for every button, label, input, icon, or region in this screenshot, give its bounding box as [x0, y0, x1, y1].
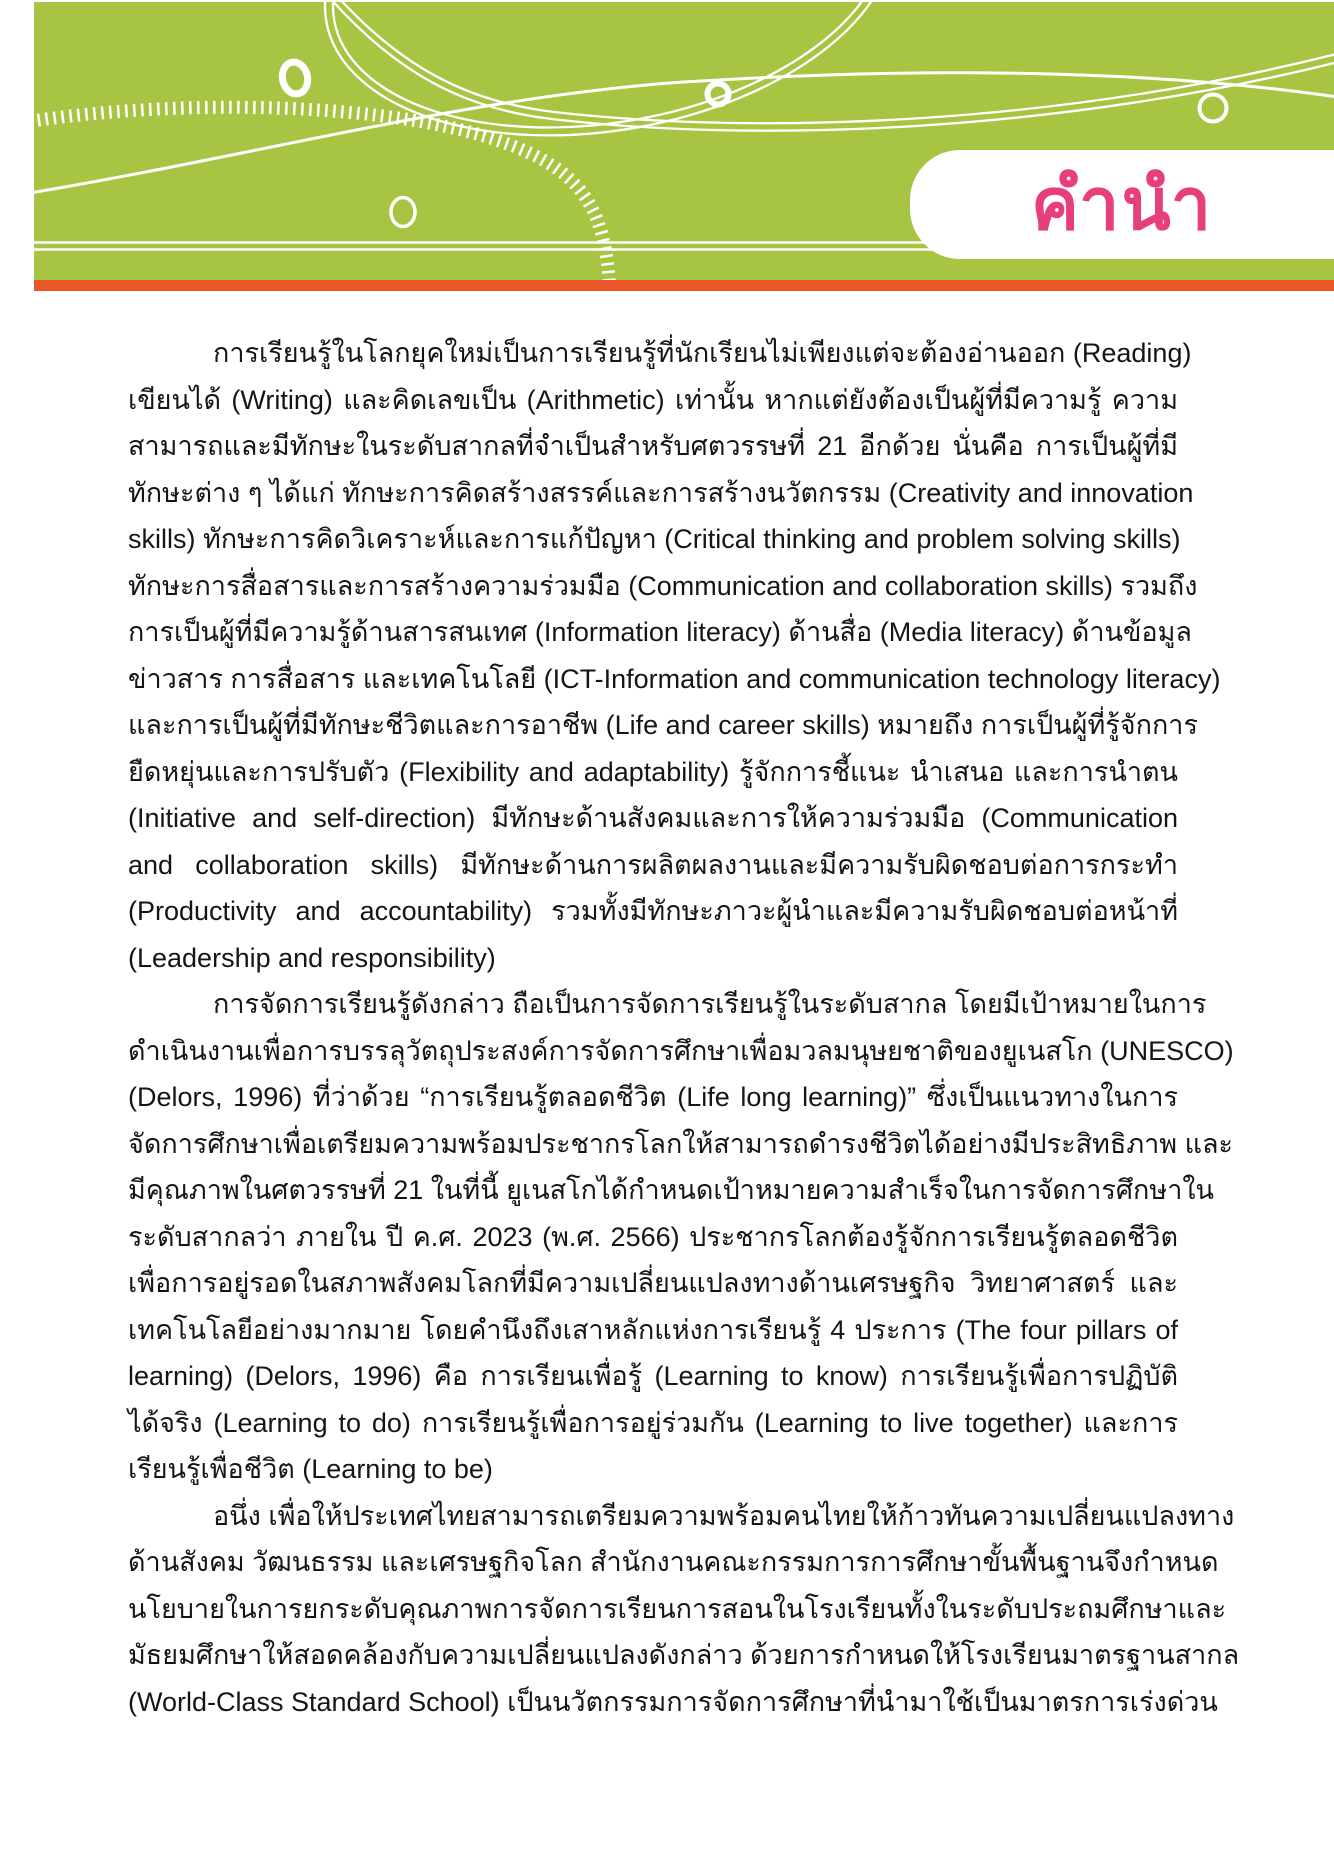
text-line: ระดับสากลว่า ภายใน ปี ค.ศ. 2023 (พ.ศ. 2566) ประชากรโลกต้องรู้จักการเรียนรู้ตลอดชีวิต — [128, 1221, 1178, 1252]
text-line: เรียนรู้เพื่อชีวิต (Learning to be) — [128, 1454, 493, 1484]
text-line: ได้จริง (Learning to do) การเรียนรู้เพื่อการอยู่ร่วมกัน (Learning to live together) และการ — [128, 1407, 1178, 1438]
body-text — [128, 330, 1240, 1725]
text-line: มีคุณภาพในศตวรรษที่ 21 ในที่นี้ ยูเนสโกได้กำหนดเป้าหมายความสำเร็จในการจัดการศึกษาใน — [128, 1175, 1214, 1205]
text-line: ดำเนินงานเพื่อการบรรลุวัตถุประสงค์การจัดการศึกษาเพื่อมวลมนุษยชาติของยูเนสโก (UNESCO) — [128, 1035, 1234, 1066]
text-line: (Delors, 1996) ที่ว่าด้วย “การเรียนรู้ตลอดชีวิต (Life long learning)” ซึ่งเป็นแนวทางในการ — [128, 1082, 1178, 1112]
text-line: นโยบายในการยกระดับคุณภาพการจัดการเรียนการสอนในโรงเรียนทั้งในระดับประถมศึกษาและ — [128, 1593, 1227, 1624]
text-line: อนึ่ง เพื่อให้ประเทศไทยสามารถเตรียมความพร้อมคนไทยให้ก้าวทันความเปลี่ยนแปลงทาง — [213, 1500, 1235, 1531]
header-banner — [34, 2, 1334, 280]
text-line: ข่าวสาร การสื่อสาร และเทคโนโลยี (ICT-Information and communication technology literacy) — [128, 663, 1221, 694]
text-line: (World-Class Standard School) เป็นนวัตกรรมการจัดการศึกษาที่นำมาใช้เป็นมาตรการเร่งด่วน — [128, 1686, 1218, 1717]
text-line: การเรียนรู้ในโลกยุคใหม่เป็นการเรียนรู้ที่นักเรียนไม่เพียงแต่จะต้องอ่านออก (Reading) — [213, 338, 1192, 368]
text-line: และการเป็นผู้ที่มีทักษะชีวิตและการอาชีพ (Life and career skills) หมายถึง การเป็นผู้ที่รู้จักการ — [128, 710, 1198, 740]
text-line: ทักษะการสื่อสารและการสร้างความร่วมมือ (Communication and collaboration skills) รวมถึง — [128, 570, 1198, 601]
text-line: มัธยมศึกษาให้สอดคล้องกับความเปลี่ยนแปลงดังกล่าว ด้วยการกำหนดให้โรงเรียนมาตรฐานสากล — [128, 1640, 1240, 1670]
page-title: คำนำ — [1030, 164, 1214, 245]
hatched-arc-icon — [34, 107, 610, 280]
paragraph — [128, 330, 1221, 981]
paragraph — [128, 1493, 1240, 1726]
text-line: learning) (Delors, 1996) คือ การเรียนเพื่อรู้ (Learning to know) การเรียนรู้เพื่อการปฏิบัติ — [128, 1361, 1178, 1391]
text-line: ทักษะต่าง ๆ ได้แก่ ทักษะการคิดสร้างสรรค์และการสร้างนวัตกรรม (Creativity and innovation — [128, 477, 1194, 508]
text-line: การจัดการเรียนรู้ดังกล่าว ถือเป็นการจัดการเรียนรู้ในระดับสากล โดยมีเป้าหมายในการ — [213, 989, 1207, 1019]
text-line: ยืดหยุ่นและการปรับตัว (Flexibility and adaptability) รู้จักการชี้แนะ นำเสนอ และการนำตน — [128, 756, 1178, 787]
paragraph — [128, 981, 1234, 1493]
thin-ellipse-ring-icon — [391, 198, 415, 227]
text-line: สามารถและมีทักษะในระดับสากลที่จำเป็นสำหรับศตวรรษที่ 21 อีกด้วย นั่นคือ การเป็นผู้ที่มี — [128, 431, 1178, 461]
text-line: เทคโนโลยีอย่างมากมาย โดยคำนึงถึงเสาหลักแห่งการเรียนรู้ 4 ประการ (The four pillars of — [128, 1314, 1178, 1345]
bold-ellipse-ring-icon — [279, 60, 310, 96]
text-line: จัดการศึกษาเพื่อเตรียมความพร้อมประชากรโลกให้สามารถดำรงชีวิตได้อย่างมีประสิทธิภาพ และ — [128, 1128, 1234, 1159]
text-line: skills) ทักษะการคิดวิเคราะห์และการแก้ปัญหา (Critical thinking and problem solving skills) — [128, 524, 1181, 554]
text-line: (Leadership and responsibility) — [128, 942, 496, 973]
text-line: (Productivity and accountability) รวมทั้งมีทักษะภาวะผู้นำและมีความรับผิดชอบต่อหน้าที่ — [128, 896, 1178, 926]
medium-circle-ring-icon — [1200, 95, 1227, 122]
text-line: การเป็นผู้ที่มีความรู้ด้านสารสนเทศ (Information literacy) ด้านสื่อ (Media literacy) ด้านข้อมูล — [128, 617, 1192, 647]
orange-divider-rule — [34, 280, 1334, 291]
text-line: เพื่อการอยู่รอดในสภาพสังคมโลกที่มีความเปลี่ยนแปลงทางด้านเศรษฐกิจ วิทยาศาสตร์ และ — [128, 1268, 1178, 1298]
text-line: and collaboration skills) มีทักษะด้านการผลิตผลงานและมีความรับผิดชอบต่อการกระทำ — [128, 849, 1178, 880]
text-line: (Initiative and self-direction) มีทักษะด้านสังคมและการให้ความร่วมมือ (Communication — [128, 803, 1178, 833]
text-line: เขียนได้ (Writing) และคิดเลขเป็น (Arithmetic) เท่านั้น หากแต่ยังต้องเป็นผู้ที่มีความรู้ ความ — [128, 384, 1178, 415]
title-panel — [910, 150, 1334, 259]
text-line: ด้านสังคม วัฒนธรรม และเศรษฐกิจโลก สำนักงานคณะกรรมการการศึกษาขั้นพื้นฐานจึงกำหนด — [128, 1547, 1219, 1577]
